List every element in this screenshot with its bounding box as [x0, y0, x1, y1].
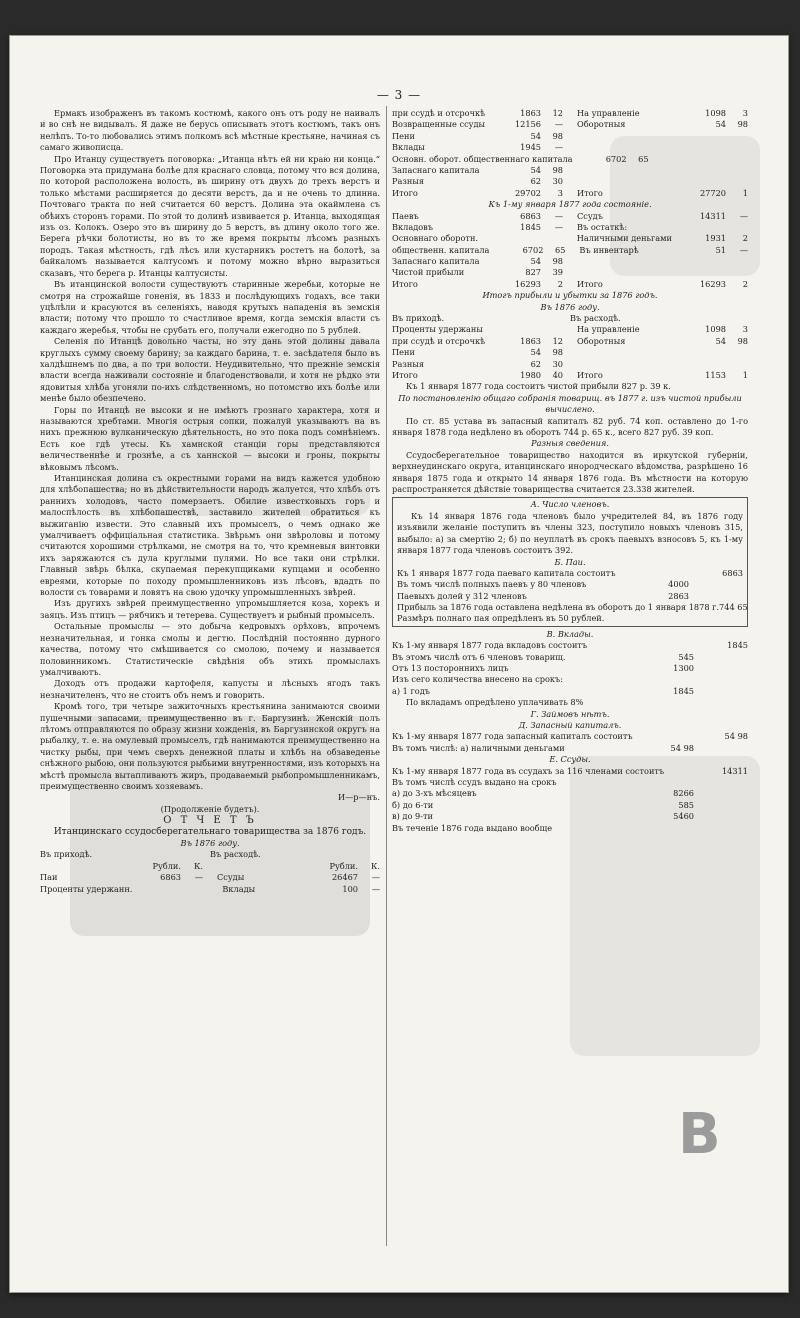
row-number: 54 [530, 256, 541, 267]
row-label-a: Пени [392, 347, 415, 358]
resolution-text: По ст. 85 устава въ запасный капиталъ 82 руб. 74 коп. оставлено до 1-го января 1878 года недѣлено въ оборотъ 744 р. 65 к., всего 827 руб. 39 коп. [392, 415, 748, 438]
row-kopecks: 3 [742, 108, 748, 118]
spacer [203, 861, 217, 872]
row-kopecks [726, 222, 748, 233]
deposits-row [392, 640, 748, 651]
row-label: Паевыхъ долей у 312 членовъ [397, 590, 527, 601]
report-row [392, 176, 748, 187]
row-label-a: Итого [392, 187, 418, 198]
row-label-b: Въ инвентарѣ [579, 244, 639, 255]
row-total: 54 98 [724, 731, 748, 742]
row-number: 54 [530, 130, 541, 141]
row-number: 100 [342, 883, 358, 894]
row-number: 6702 [605, 153, 627, 164]
row-label-a: при ссудѣ и отсрочкѣ [392, 335, 486, 346]
row-label-b: Оборотныя [577, 335, 626, 346]
row-label-a: Паи [40, 872, 58, 883]
row-amount: 8266 [673, 788, 694, 799]
row-kopecks: 98 [552, 130, 563, 141]
state-title: Къ 1-му января 1877 года состояніе. [488, 199, 652, 210]
row-label-a: Запаснаго капитала [392, 256, 480, 267]
row-kopecks [726, 359, 748, 370]
row-label-b: Оборотныя [577, 119, 626, 130]
row-label: Прибыль за 1876 года оставлена недѣлена въ оборотъ до 1 января 1878 г. [397, 602, 720, 613]
state-row [392, 267, 748, 278]
row-number [672, 359, 726, 370]
row-label-b [577, 131, 672, 142]
expense-label: Въ расходѣ. [210, 849, 261, 860]
row-label-b: На управленіе [577, 108, 640, 118]
row-gap [563, 188, 577, 199]
article-paragraph: Остальные промыслы — это добыча кедровыхъ орѣховъ, впрочемъ незначительная, и гонка смолы и дегтю. Послѣдній постоянно дурного качества, потому что смѣшивается со смолою, почему и называется половинникомъ. Статистическіе свѣдѣнія объ этихъ промыслахъ умалчиваютъ. [40, 621, 380, 677]
row-label-a: Возвращенные ссуды [392, 119, 486, 130]
row-number: 1098 [705, 324, 726, 335]
row-number: 51 [715, 244, 726, 255]
row-gap [563, 370, 577, 381]
income-label: Въ приходѣ. [40, 849, 93, 860]
article-paragraph: Изъ другихъ звѣрей преимущественно упромышляется коза, хорекъ и заяцъ. Изъ птицъ — рябчикъ и тетерева. Существуетъ и рыбный промыселъ. [40, 598, 380, 620]
row-kopecks: 40 [552, 370, 563, 381]
row-amount [635, 568, 689, 579]
row-amount [640, 674, 694, 685]
row-kopecks: — [554, 210, 563, 221]
row-label-a: Запаснаго капитала [392, 164, 480, 175]
state-row [392, 211, 748, 222]
row-number [672, 256, 726, 267]
deposits-row [392, 686, 748, 697]
row-label-b: Въ остаткѣ: [577, 221, 628, 232]
row-total [694, 743, 748, 754]
row-number: 54 [530, 347, 541, 358]
profit-row [392, 347, 748, 358]
deposits-note: По вкладамъ опредѣлено уплачивать 8% [406, 697, 584, 708]
row-amount: 1845 [673, 685, 694, 696]
row-label-b [577, 256, 672, 267]
row-number [672, 222, 726, 233]
report-row [392, 108, 748, 119]
row-label: Отъ 13 постороннихъ лицъ [392, 663, 509, 674]
profit-title: Итогъ прибыли и убытки за 1876 годъ. [482, 290, 658, 301]
row-total [694, 788, 748, 799]
row-kopecks [726, 347, 748, 358]
profit-row [392, 336, 748, 347]
row-number: 1980 [520, 370, 541, 381]
row-kopecks: 65 [638, 153, 649, 164]
loans-row [392, 823, 748, 834]
row-number: 54 [715, 119, 726, 130]
row-gap [649, 154, 663, 165]
row-kopecks: — [739, 244, 748, 255]
row-label-a: Проценты удержаны [392, 324, 483, 335]
row-gap [563, 119, 577, 130]
row-number: 1098 [705, 108, 726, 118]
row-number: 54 [715, 335, 726, 346]
income-expense-header [40, 849, 380, 860]
row-label-a: Пени [392, 130, 415, 141]
row-gap [208, 884, 222, 895]
right-column [392, 108, 748, 834]
page-number: — 3 — [376, 88, 422, 102]
row-number [672, 131, 726, 142]
row-number: 12156 [514, 119, 541, 130]
row-label-a: Паевъ [392, 210, 419, 221]
row-kopecks: 3 [557, 187, 563, 198]
row-label: Размѣръ полнаго пая опредѣленъ въ 50 рублей. [397, 613, 605, 624]
row-gap [563, 324, 577, 335]
row-kopecks: — [739, 210, 748, 221]
row-kopecks: 2 [742, 278, 748, 289]
row-kopecks [726, 154, 748, 165]
row-amount: 545 [678, 651, 694, 662]
row-amount [635, 613, 689, 624]
article-paragraph: Про Итанцу существуетъ поговорка: „Итанца нѣтъ ей ни краю ни конца.“ Поговорка эта придумана болѣе для краснаго словца, потому что вся долина, по которой расположена волость, въ ширину отъ двухъ до трехъ верстъ и только мѣстами расширяется до десяти верстъ, да и не очень то длинна. Почтоваго тракта по ней считается 60 верстъ. Долина эта окаймлена съ обѣихъ сторонъ горами. По этой то долинѣ извивается р. Итанца, выходящая изъ оз. Колокъ. Озеро это въ ширину до 5 верстъ, въ длину около того же. Берега рѣчки болотисты, но въ то же время покрыты лѣсомъ разныхъ породъ. Такая мѣстность, гдѣ лѣсъ или кустарникъ ростетъ на болотѣ, за байкаломъ называется калтусомъ и потому можно вѣрно выразиться сказавъ, что берега р. Итанцы калтусисты. [40, 153, 380, 278]
row-label-a: Итого [392, 370, 418, 381]
row-kopecks: 98 [737, 335, 748, 346]
report-row [40, 872, 380, 883]
row-total [694, 811, 748, 822]
row-total: 14311 [721, 765, 748, 776]
row-label: Къ 1-му января 1877 года вкладовъ состоитъ [392, 640, 588, 651]
row-number: 1153 [705, 370, 726, 381]
row-kopecks: — [554, 119, 563, 130]
shares-row [397, 568, 743, 579]
row-label-a: при ссудѣ и отсрочкѣ [392, 108, 486, 118]
row-label-b [577, 267, 672, 278]
row-amount [640, 777, 694, 788]
row-kopecks [541, 324, 563, 335]
row-label-b [663, 154, 672, 165]
row-number [487, 233, 541, 244]
row-total [694, 663, 748, 674]
row-label-a: Итого [392, 278, 418, 289]
row-amount: 5460 [673, 811, 694, 822]
profit-year: Въ 1876 году. [540, 301, 600, 312]
row-total [694, 823, 748, 834]
row-amount: 1300 [673, 663, 694, 674]
row-gap [203, 872, 217, 883]
row-number: 29702 [514, 187, 541, 198]
row-gap [563, 108, 577, 119]
report-title: О Т Ч Е Т Ъ [163, 815, 257, 827]
row-number: 1931 [705, 233, 726, 244]
loans-row [392, 777, 748, 788]
row-kopecks: 39 [552, 267, 563, 278]
row-label-b: Итого [577, 187, 603, 198]
row-kopecks [726, 165, 748, 176]
row-label-a: Проценты удержанн. [40, 883, 133, 894]
misc-text: Ссудосберегательное товарищество находится въ иркутской губерніи, верхнеудинскаго округа, итанцинскаго инородческаго вѣдомства, разрѣшено 16 января 1875 года и открыто 14 января 1876 года. Въ мѣстности на которую распространяется дѣйствіе товарищества считается 23.338 жителей. [392, 449, 748, 495]
row-total [694, 652, 748, 663]
row-gap [563, 279, 577, 290]
row-kopecks: 2 [557, 278, 563, 289]
row-kopecks: 3 [742, 324, 748, 335]
row-gap [563, 165, 577, 176]
row-kopecks: 12 [552, 108, 563, 118]
row-gap [563, 359, 577, 370]
report-row [40, 884, 380, 895]
row-kopecks: — [554, 221, 563, 232]
row-gap [563, 347, 577, 358]
row-kopecks: 98 [552, 256, 563, 267]
row-gap [563, 176, 577, 187]
shares-row [397, 591, 743, 602]
row-number: 6863 [160, 872, 181, 883]
currency-kop: К. [371, 860, 380, 871]
state-row [392, 279, 748, 290]
row-label-b: На управленіе [577, 324, 640, 335]
row-label-b: Ссуды [217, 872, 245, 883]
row-total [689, 591, 743, 602]
misc-title: Разныя сведения. [531, 438, 609, 449]
loans-row [392, 788, 748, 799]
newspaper-page [10, 36, 788, 1292]
expense-label: Въ расходѣ. [570, 313, 621, 324]
row-label-a: Основн. оборот. общественнаго капитала [392, 153, 573, 164]
row-label-b [577, 347, 672, 358]
row-number: 26467 [331, 872, 358, 883]
report-row [392, 165, 748, 176]
section-b-title: Б. Паи. [554, 556, 586, 567]
section-a-title: А. Число членовъ. [530, 499, 610, 510]
row-label-b [577, 359, 672, 370]
row-gap [563, 336, 577, 347]
row-kopecks: 12 [552, 335, 563, 346]
row-kopecks [726, 131, 748, 142]
article-paragraph: Доходъ отъ продажи картофеля, капусты и лѣсныхъ ягодъ такъ незначителенъ, что не стоитъ объ немъ и говорить. [40, 678, 380, 700]
row-kopecks: 30 [552, 358, 563, 369]
article-paragraph: Кромѣ того, три четыре зажиточныхъ крестьянина занимаются своими пушечными запасами, преимущественно въ г. Баргузинѣ. Женскій полъ лѣтомъ отправляются по образу жизни хожденія, въ Баргузинской округъ на рыбалку, т. е. на омулевый промыселъ, гдѣ нанимаются преимущественно на чистку рыбы, при чемъ сверхъ денежной платы и хлѣбъ на обзаведенье снѣжного рыбою, они пользуются рыбьими внутренностями, изъ которыхъ на мѣстѣ промысла вытапливаютъ жиръ, продаваемый рыбопромышленникамъ, преимущественно своимъ хозяевамъ. [40, 701, 380, 791]
row-kopecks: — [371, 872, 380, 883]
row-amount [640, 823, 694, 834]
state-row [392, 245, 748, 256]
row-kopecks: 98 [552, 347, 563, 358]
row-gap [563, 256, 577, 267]
section-a-text: Къ 14 января 1876 года членовъ было учредителей 84, въ 1876 году изъявили желаніе поступить въ члены 323, поступило новыхъ членовъ 315, выбыло: а) за смертію 2; б) по неуплатѣ въ срокъ паевыхъ взносовъ 5, къ 1-му января 1877 года членовъ состоитъ 392. [397, 510, 743, 556]
row-total [694, 686, 748, 697]
state-row [392, 256, 748, 267]
row-number [672, 142, 726, 153]
row-kopecks: — [554, 142, 563, 153]
row-number: 14311 [699, 210, 726, 221]
report-subtitle: Итанцинскаго ссудосберегательнаго товарищества за 1876 годъ. [53, 826, 367, 837]
article-paragraph: Итанцинская долина съ окрестными горами на видъ кажется удобною для хлѣбопашества; но въ дѣйствительности народъ жалуется, что хлѣбъ отъ раннихъ холодовъ, часто померзаетъ. Обилие известковыхъ горъ и малоспѣлость въ хлѣбопашествѣ, заставило жителей обратиться къ выжиганію извести. Это славный ихъ промыселъ, о чемъ однако же умалчиваетъ оффиціальная статистика. Звѣрьмъ они звѣроловы и потому считаются хорошими стрѣлками, не смотря на то, что кремневыя винтовки ихъ заряжаются съ дула круглыми пулями. Но все таки они стрѣлки. Главный звѣрь бѣлка, скупаемая перекупщиками купцами и особенно евреями, которые по походу промышленниковъ изъ лѣсовъ, вдадть по волости съ товарами и ловятъ на свою удочку упромышленныхъ звѣрей. [40, 473, 380, 598]
row-kopecks [186, 884, 208, 895]
report-row [392, 142, 748, 153]
currency-rub: Рубли. [329, 860, 358, 871]
section-d-title: Д. Запасный капиталъ. [518, 720, 622, 731]
profit-row [392, 370, 748, 381]
row-number: 27720 [699, 187, 726, 198]
row-gap [565, 245, 579, 256]
row-gap [563, 233, 577, 244]
row-label: Изъ сего количества внесено на срокъ: [392, 674, 563, 685]
article-paragraph: Въ итанцинской волости существуютъ старинные жеребьи, которые не смотря на строжайше гоненія, въ 1833 и послѣдующихъ годахъ, все таки уцѣлѣли и красуются въ селеніяхъ, наводя крутыхъ нападенія въ земскія власти; потому что прошло то счастливое время, когда земскія власти съ каждаго жеребья, чтобы не срубать его, получали ежегодно по 5 рублей. [40, 279, 380, 335]
row-label: Въ этомъ числѣ отъ 6 членовъ товарищ. [392, 651, 566, 662]
loans-row [392, 766, 748, 777]
row-kopecks: — [194, 872, 203, 883]
section-e-title: Е. Ссуды. [549, 754, 591, 765]
row-label-a: Вклады [392, 142, 425, 153]
shares-row [397, 602, 748, 613]
income-expense-header [392, 313, 748, 324]
row-total: 1845 [727, 640, 748, 651]
article-paragraph: Ермакъ изображенъ въ такомъ костюмѣ, какого онъ отъ роду не наивалъ и во снѣ не видывалъ. Я даже не берусь описывать этотъ костюмъ, такъ онъ нелѣпъ. То-то любовались этимъ полкомъ всѣ мѣстные крестьяне, начиная съ самаго живописца. [40, 108, 380, 153]
row-label-b: Наличными деньгами [576, 233, 672, 244]
row-number: 16293 [699, 278, 726, 289]
row-number: 1863 [520, 335, 541, 346]
resolution-title: По постановленію общаго собранія товарищ. въ 1877 г. изъ чистой прибыли вычислено. [398, 392, 742, 415]
row-label: Къ 1-му января 1877 года въ ссудахъ за 116 членами состоитъ [392, 765, 665, 776]
loans-row [392, 811, 748, 822]
row-total [689, 613, 743, 624]
row-amount: 585 [678, 799, 694, 810]
row-kopecks: 2 [742, 233, 748, 244]
profit-row [392, 359, 748, 370]
row-label: Къ 1 января 1877 года паеваго капитала состоитъ [397, 567, 616, 578]
row-label: Къ 1-му января 1877 года запасный капиталъ состоитъ [392, 731, 633, 742]
shares-row [397, 613, 743, 624]
row-number [672, 347, 726, 358]
row-kopecks [726, 176, 748, 187]
row-number [672, 165, 726, 176]
report-row [392, 154, 748, 165]
reserve-row [392, 731, 748, 742]
spacer [40, 861, 127, 872]
row-amount: 2863 [668, 590, 689, 601]
row-label-a: общественн. капитала [392, 244, 490, 255]
shares-row [397, 579, 743, 590]
row-number: 1863 [520, 108, 541, 118]
row-number: 6702 [522, 244, 544, 255]
row-label-a: Основнаго оборотн. [392, 233, 479, 244]
row-amount: 744 65 [719, 602, 748, 613]
row-amount [640, 640, 694, 651]
row-number [672, 267, 726, 278]
row-number: 16293 [514, 278, 541, 289]
row-gap [563, 211, 577, 222]
row-amount [664, 766, 706, 777]
column-divider [386, 106, 387, 1246]
profit-note: Къ 1 января 1877 года состоитъ чистой прибыли 827 р. 39 к. [406, 381, 671, 392]
row-label: Въ теченіе 1876 года выдано вообще [392, 822, 553, 833]
row-gap [563, 131, 577, 142]
row-label-b [577, 176, 672, 187]
row-label-a: Чистой прибыли [392, 267, 465, 278]
spacer [217, 861, 304, 872]
income-label: Въ приходѣ. [392, 313, 445, 324]
row-kopecks: — [371, 883, 380, 894]
row-kopecks [541, 233, 563, 244]
members-box [392, 497, 748, 626]
row-amount: 4000 [668, 579, 689, 590]
row-label: а) до 3-хъ мѣсяцевъ [392, 788, 477, 799]
row-label-a: Вкладовъ [392, 221, 434, 232]
row-kopecks: 98 [552, 164, 563, 175]
row-number [672, 154, 726, 165]
row-kopecks: 1 [742, 370, 748, 381]
section-v-title: В. Вклады. [546, 628, 594, 639]
deposits-row [392, 674, 748, 685]
left-column [40, 108, 380, 895]
row-kopecks: 30 [552, 176, 563, 187]
row-label-b [577, 142, 672, 153]
row-number: 1945 [520, 142, 541, 153]
row-label-b: Итого [577, 370, 603, 381]
section-g-title: Г. Займовъ нѣтъ. [530, 708, 610, 719]
row-gap [563, 222, 577, 233]
loans-row [392, 800, 748, 811]
author-signature: И—р—нъ. [337, 792, 380, 803]
row-label-b: Ссудъ [577, 210, 603, 221]
row-label: Въ томъ числѣ: а) наличными деньгами [392, 742, 565, 753]
state-row [392, 233, 748, 244]
row-kopecks [726, 142, 748, 153]
row-number [487, 324, 541, 335]
article-paragraph: Горы по Итанцѣ не высоки и не имѣютъ грознаго характера, хотя и называются хребтами. Многія острыя сопки, пожалуй указываютъ на въ нихъ прежнюю вулканическую дѣятельность, но это пока подъ сомнѣніемъ. Есть кое гдѣ утесы. Къ хамнской станціи горы представляются величественнѣе и грознѣе, а съ ханнской — высоки и гроны, покрыты вѣковымъ лѣсомъ. [40, 404, 380, 472]
row-label-b: Вклады [222, 883, 256, 894]
currency-kop: К. [194, 860, 203, 871]
row-label-a: Разныя [392, 176, 424, 187]
row-number [132, 884, 186, 895]
deposits-row [392, 663, 748, 674]
row-kopecks [726, 256, 748, 267]
row-label: в) до 9-ти [392, 811, 433, 822]
row-total [694, 674, 748, 685]
row-label: б) до 6-ти [392, 799, 434, 810]
row-amount [640, 731, 694, 742]
report-year: Въ 1876 году. [180, 838, 240, 848]
row-label: а) 1 годъ [392, 685, 430, 696]
row-total [694, 800, 748, 811]
row-number: 62 [530, 176, 541, 187]
row-number: 54 [530, 164, 541, 175]
row-number [672, 176, 726, 187]
row-number: 1845 [520, 221, 541, 232]
row-label-b: Итого [577, 278, 603, 289]
row-label-a: Разныя [392, 358, 424, 369]
currency-header [40, 861, 380, 872]
report-row [392, 188, 748, 199]
row-total: 6863 [722, 567, 743, 578]
row-kopecks: 65 [555, 244, 566, 255]
row-kopecks: 98 [737, 119, 748, 130]
state-row [392, 222, 748, 233]
row-label: Въ томъ числѣ ссудъ выдано на срокъ [392, 777, 557, 788]
currency-rub: Рубли. [152, 860, 181, 871]
row-amount: 54 98 [670, 742, 694, 753]
row-gap [563, 142, 577, 153]
row-total [694, 777, 748, 788]
article-paragraph: Селенія по Итанцѣ довольно часты, но эту дань этой долины давала круглыхъ сумму своему барину; за каждаго барина, т. е. засѣдателя было въ халдѣшнемъ по два, а по три волости. Неудивительно, что прежніе земскія власти всегда наживали состояніе и благоденствовали, и хотя не рѣдко эти ядовитыя хлѣба угоняли по-ихъ слѣдственномъ, но потомство ихъ болѣе или менѣе было обезпечено. [40, 336, 380, 404]
row-number: 827 [525, 267, 541, 278]
report-row [392, 119, 748, 130]
row-gap [563, 267, 577, 278]
report-row [392, 131, 748, 142]
row-number: 6863 [520, 210, 541, 221]
reserve-row [392, 743, 748, 754]
continued-note: (Продолженіе будетъ). [160, 803, 260, 814]
stray-letter: B [678, 1102, 721, 1167]
row-label: Въ томъ числѣ полныхъ паевъ у 80 членовъ [397, 579, 587, 590]
profit-row [392, 324, 748, 335]
row-label-b [577, 165, 672, 176]
deposits-row [392, 652, 748, 663]
row-number: 62 [530, 358, 541, 369]
row-kopecks: 1 [742, 187, 748, 198]
row-kopecks [726, 267, 748, 278]
row-total [689, 579, 743, 590]
